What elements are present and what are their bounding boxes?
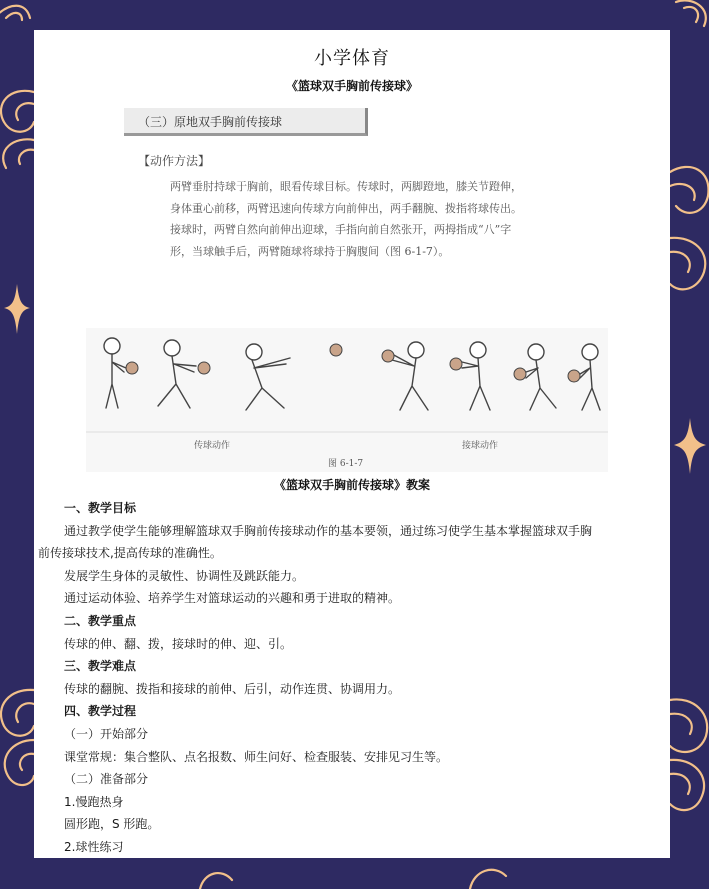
method-heading: 【动作方法】: [138, 154, 211, 168]
paragraph-line: 发展学生身体的灵敏性、协调性及跳跃能力。: [64, 568, 305, 583]
paragraph-line: 传球的翻腕、拨指和接球的前伸、后引，动作连贯、协调用力。: [64, 681, 401, 696]
figure-number: 图 6-1-7: [328, 459, 364, 469]
method-line: 接球时，两臂自然向前伸出迎球，手指向前自然张开，两拇指成“八”字: [170, 223, 512, 236]
paragraph-line: 2.球性练习: [64, 839, 124, 854]
figure-illustration: [86, 328, 608, 472]
method-line: 两臂垂肘持球于胸前，眼看传球目标。传球时，两脚蹬地，膝关节蹬伸，: [170, 180, 522, 193]
paragraph-line: （二）准备部分: [64, 772, 149, 787]
page-subtitle: 《篮球双手胸前传接球》: [285, 79, 418, 93]
lesson-plan-body: [36, 497, 654, 858]
section-heading: 二、教学重点: [64, 613, 137, 628]
page-title: 小学体育: [314, 48, 390, 69]
lesson-plan-title: 《篮球双手胸前传接球》教案: [273, 478, 430, 492]
caption-catch: 接球动作: [462, 441, 499, 451]
method-text: [170, 176, 610, 262]
paragraph-line: 通过运动体验、培养学生对篮球运动的兴趣和勇于进取的精神。: [64, 591, 401, 606]
paragraph-line: 圆形跑，S 形跑。: [64, 817, 160, 832]
section-heading: 一、教学目标: [64, 501, 137, 515]
paragraph-line: 课堂常规：集合整队、点名报数、师生问好、检查服装、安排见习生等。: [64, 749, 449, 764]
paragraph-line: 传球的伸、翻、拨，接球时的伸、迎、引。: [64, 636, 293, 651]
section-label: （三）原地双手胸前传接球: [124, 108, 368, 136]
paragraph-line: 1.慢跑热身: [64, 794, 124, 809]
caption-pass: 传球动作: [194, 441, 231, 451]
document-page: [34, 30, 670, 858]
section-heading: 三、教学难点: [64, 659, 137, 674]
paragraph-line: 通过教学使学生能够理解篮球双手胸前传接球动作的基本要领，通过练习使学生基本掌握篮球双手胸: [64, 523, 593, 538]
players-illustration: [86, 328, 608, 472]
paragraph-line: （一）开始部分: [64, 726, 149, 741]
textbook-excerpt: [124, 108, 624, 268]
section-heading: 四、教学过程: [64, 704, 137, 719]
paragraph-line: 前传接球技术,提高传球的准确性。: [38, 546, 222, 561]
method-line: 形，当球触手后，两臂随球将球持于胸腹间（图 6-1-7）。: [170, 244, 450, 258]
method-line: 身体重心前移，两臂迅速向传球方向前伸出，两手翻腕、拨指将球传出。: [170, 201, 522, 215]
